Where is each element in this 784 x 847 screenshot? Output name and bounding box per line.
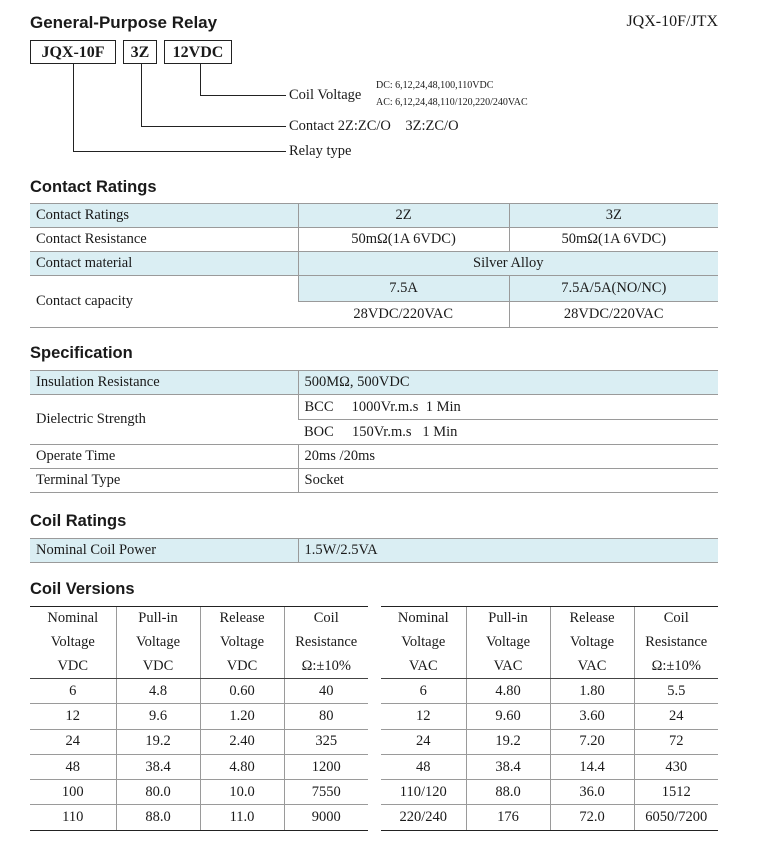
- table-cell: 28VDC/220VAC: [509, 302, 718, 328]
- coil-ratings-table: [30, 538, 718, 563]
- table-cell: 0.60: [200, 679, 284, 704]
- table-cell: 88.0: [466, 780, 550, 805]
- header-cell: VDC: [30, 655, 116, 679]
- table-cell: 2.40: [200, 729, 284, 754]
- coil-voltage-label: Coil Voltage: [289, 87, 362, 103]
- table-cell: Terminal Type: [30, 469, 298, 493]
- table-cell: 1.20: [200, 704, 284, 729]
- code-part-voltage: 12VDC: [164, 40, 232, 64]
- table-cell: 11.0: [200, 805, 284, 830]
- table-cell: 36.0: [550, 780, 634, 805]
- header-cell: Release: [550, 607, 634, 631]
- table-cell: 100: [30, 780, 116, 805]
- table-cell: 7550: [284, 780, 368, 805]
- table-cell: 9.6: [116, 704, 200, 729]
- table-cell: 40: [284, 679, 368, 704]
- table-cell: 9.60: [466, 704, 550, 729]
- connector-line: [141, 64, 142, 127]
- table-cell: Insulation Resistance: [30, 371, 298, 395]
- header-cell: Pull-in: [466, 607, 550, 631]
- header-cell: Nominal: [381, 607, 466, 631]
- table-cell: 88.0: [116, 805, 200, 830]
- header-cell: Ω:±10%: [284, 655, 368, 679]
- table-cell: 1.80: [550, 679, 634, 704]
- table-cell: 3.60: [550, 704, 634, 729]
- table-cell: 80.0: [116, 780, 200, 805]
- relay-type-label: Relay type: [289, 143, 352, 159]
- table-cell: Contact Ratings: [30, 204, 298, 228]
- header-cell: Voltage: [50, 634, 95, 650]
- connector-line: [200, 64, 201, 96]
- header-cell: Nominal: [30, 607, 116, 631]
- table-cell: 7.20: [550, 729, 634, 754]
- table-cell: 38.4: [466, 754, 550, 779]
- table-cell: 19.2: [116, 729, 200, 754]
- table-cell: Contact capacity: [30, 276, 298, 328]
- table-cell: 24: [30, 729, 116, 754]
- table-cell: 20ms /20ms: [298, 445, 718, 469]
- table-cell: 4.80: [200, 754, 284, 779]
- table-cell: 3Z: [509, 204, 718, 228]
- header-cell: Resistance: [634, 631, 718, 655]
- table-cell: 6: [30, 679, 116, 704]
- table-cell: 176: [466, 805, 550, 830]
- table-cell: 19.2: [466, 729, 550, 754]
- coil-ratings-heading: Coil Ratings: [30, 512, 127, 530]
- header-cell: Coil: [284, 607, 368, 631]
- table-cell: [298, 420, 718, 445]
- table-cell: 6: [381, 679, 466, 704]
- coil-versions-dc-table: [30, 606, 368, 831]
- table-cell: Silver Alloy: [298, 252, 718, 276]
- bcc-value: 1000Vr.m.s 1 Min: [351, 398, 461, 415]
- header-cell: Pull-in: [116, 607, 200, 631]
- table-cell: 38.4: [116, 754, 200, 779]
- table-cell: 110/120: [381, 780, 466, 805]
- boc-value: 150Vr.m.s 1 Min: [351, 423, 458, 440]
- header-cell: Coil: [634, 607, 718, 631]
- header-cell: VAC: [381, 655, 466, 679]
- table-cell: 9000: [284, 805, 368, 830]
- table-cell: 48: [381, 754, 466, 779]
- contact-ratings-table: [30, 203, 718, 328]
- table-cell: [298, 395, 718, 420]
- table-cell: Contact material: [30, 252, 298, 276]
- coil-versions-heading: Coil Versions: [30, 580, 135, 598]
- table-cell: 220/240: [381, 805, 466, 830]
- header-cell: VDC: [200, 655, 284, 679]
- table-cell: 50mΩ(1A 6VDC): [298, 228, 509, 252]
- header-cell: Voltage: [466, 631, 550, 655]
- code-part-contact: 3Z: [123, 40, 157, 64]
- specification-heading: Specification: [30, 344, 133, 362]
- boc-label: BOC: [304, 423, 334, 440]
- table-cell: 12: [381, 704, 466, 729]
- table-cell: 4.8: [116, 679, 200, 704]
- table-cell: 5.5: [634, 679, 718, 704]
- header-cell: Voltage: [116, 631, 200, 655]
- header-cell: Voltage: [401, 634, 446, 650]
- ac-options: AC: 6,12,24,48,110/120,220/240VAC: [376, 97, 528, 108]
- header-cell: VAC: [550, 655, 634, 679]
- contact-ratings-heading: Contact Ratings: [30, 178, 157, 196]
- table-cell: 7.5A: [298, 276, 509, 302]
- table-cell: 1.5W/2.5VA: [298, 539, 718, 563]
- table-cell: 14.4: [550, 754, 634, 779]
- table-cell: Nominal Coil Power: [30, 539, 298, 563]
- table-cell: 325: [284, 729, 368, 754]
- table-cell: 6050/7200: [634, 805, 718, 830]
- header-cell: Voltage: [550, 631, 634, 655]
- connector-line: [73, 151, 286, 152]
- table-cell: 72.0: [550, 805, 634, 830]
- table-cell: 430: [634, 754, 718, 779]
- table-cell: 24: [634, 704, 718, 729]
- table-cell: 1512: [634, 780, 718, 805]
- header-cell: Resistance: [284, 631, 368, 655]
- connector-line: [200, 95, 286, 96]
- model-series: JQX-10F/JTX: [626, 13, 718, 30]
- header-cell: VAC: [466, 655, 550, 679]
- table-cell: 110: [30, 805, 116, 830]
- header-cell: VDC: [116, 655, 200, 679]
- table-cell: Contact Resistance: [30, 228, 298, 252]
- table-cell: 10.0: [200, 780, 284, 805]
- table-cell: 50mΩ(1A 6VDC): [509, 228, 718, 252]
- table-cell: 80: [284, 704, 368, 729]
- dc-options: DC: 6,12,24,48,100,110VDC: [376, 80, 494, 91]
- table-cell: Socket: [298, 469, 718, 493]
- table-cell: 1200: [284, 754, 368, 779]
- connector-line: [141, 126, 286, 127]
- header-cell: Release: [200, 607, 284, 631]
- table-cell: 28VDC/220VAC: [298, 302, 509, 328]
- coil-versions-ac-table: [381, 606, 718, 831]
- connector-line: [73, 64, 74, 152]
- header-cell: Ω:±10%: [634, 655, 718, 679]
- table-cell: 7.5A/5A(NO/NC): [509, 276, 718, 302]
- table-cell: 24: [381, 729, 466, 754]
- table-cell: Operate Time: [30, 445, 298, 469]
- specification-table: [30, 370, 718, 493]
- table-cell: Dielectric Strength: [30, 395, 298, 445]
- page-title: General-Purpose Relay: [30, 13, 218, 32]
- table-cell: 48: [30, 754, 116, 779]
- table-cell: 4.80: [466, 679, 550, 704]
- header-cell: Voltage: [200, 631, 284, 655]
- code-part-model: JQX-10F: [30, 40, 116, 64]
- table-cell: 72: [634, 729, 718, 754]
- table-cell: 12: [30, 704, 116, 729]
- table-cell: 500MΩ, 500VDC: [298, 371, 718, 395]
- table-cell: 2Z: [298, 204, 509, 228]
- contact-label: Contact 2Z:ZC/O 3Z:ZC/O: [289, 118, 459, 134]
- bcc-label: BCC: [304, 398, 334, 415]
